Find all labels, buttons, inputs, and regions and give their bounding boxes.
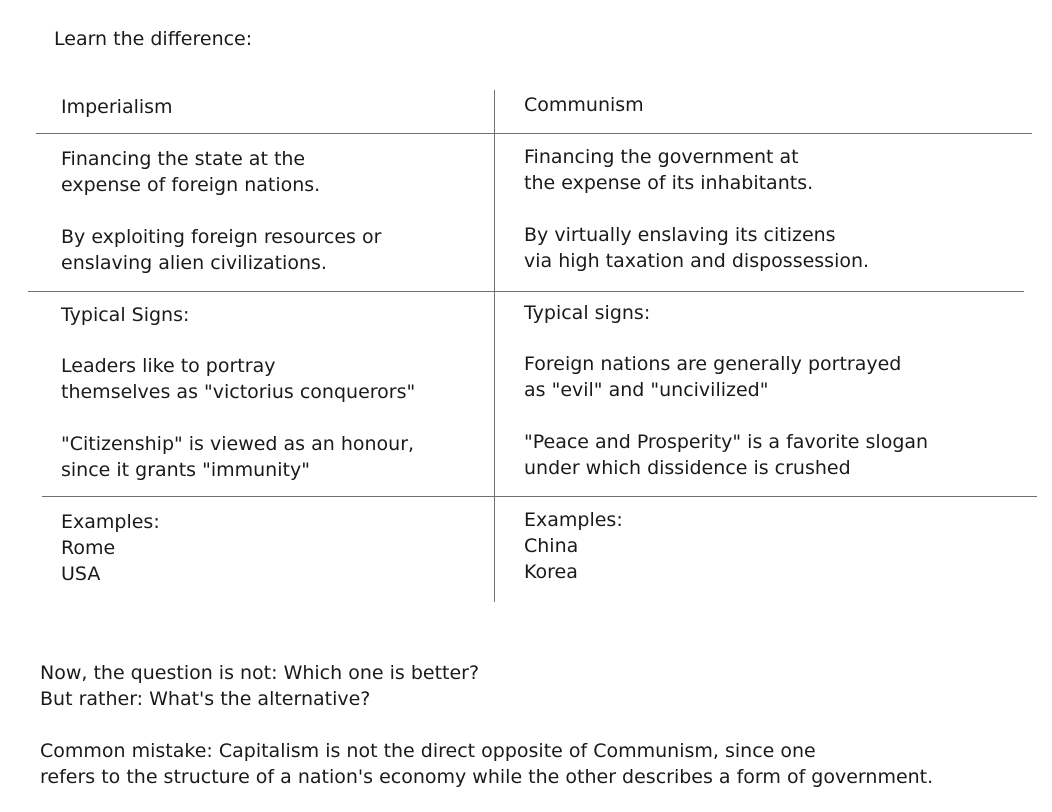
communism-sign-2-line-1: "Peace and Prosperity" is a favorite slogan (524, 431, 929, 453)
communism-examples-heading: Examples: (524, 509, 623, 531)
table-row-divider-2 (28, 291, 1024, 292)
imperialism-method-line-2: enslaving alien civilizations. (61, 252, 327, 274)
conclusion-question-line-1: Now, the question is not: Which one is better? (40, 662, 480, 684)
table-row-divider-3 (42, 496, 1037, 497)
communism-example-item: Korea (524, 561, 578, 583)
imperialism-sign-2-line-2: since it grants "immunity" (61, 459, 310, 481)
conclusion-note-line-1: Common mistake: Capitalism is not the direct opposite of Communism, since one (40, 740, 816, 762)
imperialism-sign-1-line-1: Leaders like to portray (61, 355, 276, 377)
communism-definition-line-1: Financing the government at (524, 146, 799, 168)
imperialism-example-item: USA (61, 563, 101, 585)
conclusion-question-line-2: But rather: What's the alternative? (40, 688, 371, 710)
imperialism-signs-heading: Typical Signs: (61, 304, 190, 326)
conclusion-note-line-2: refers to the structure of a nation's economy while the other describes a form of government. (40, 766, 934, 788)
imperialism-sign-2-line-1: "Citizenship" is viewed as an honour, (61, 433, 415, 455)
communism-example-item: China (524, 535, 579, 557)
communism-sign-1-line-2: as "evil" and "uncivilized" (524, 379, 769, 401)
imperialism-example-item: Rome (61, 537, 116, 559)
communism-definition-line-2: the expense of its inhabitants. (524, 172, 814, 194)
communism-heading: Communism (524, 94, 644, 116)
communism-sign-2-line-2: under which dissidence is crushed (524, 457, 851, 479)
communism-signs-heading: Typical signs: (524, 302, 651, 324)
table-column-divider (494, 90, 495, 602)
imperialism-sign-1-line-2: themselves as "victorius conquerors" (61, 381, 416, 403)
table-row-divider-1 (36, 133, 1032, 134)
imperialism-examples-heading: Examples: (61, 511, 160, 533)
imperialism-definition-line-2: expense of foreign nations. (61, 174, 321, 196)
imperialism-definition-line-1: Financing the state at the (61, 148, 306, 170)
communism-sign-1-line-1: Foreign nations are generally portrayed (524, 353, 902, 375)
communism-method-line-2: via high taxation and dispossession. (524, 250, 870, 272)
imperialism-method-line-1: By exploiting foreign resources or (61, 226, 382, 248)
communism-method-line-1: By virtually enslaving its citizens (524, 224, 836, 246)
imperialism-heading: Imperialism (61, 96, 173, 118)
intro-heading: Learn the difference: (54, 28, 253, 50)
